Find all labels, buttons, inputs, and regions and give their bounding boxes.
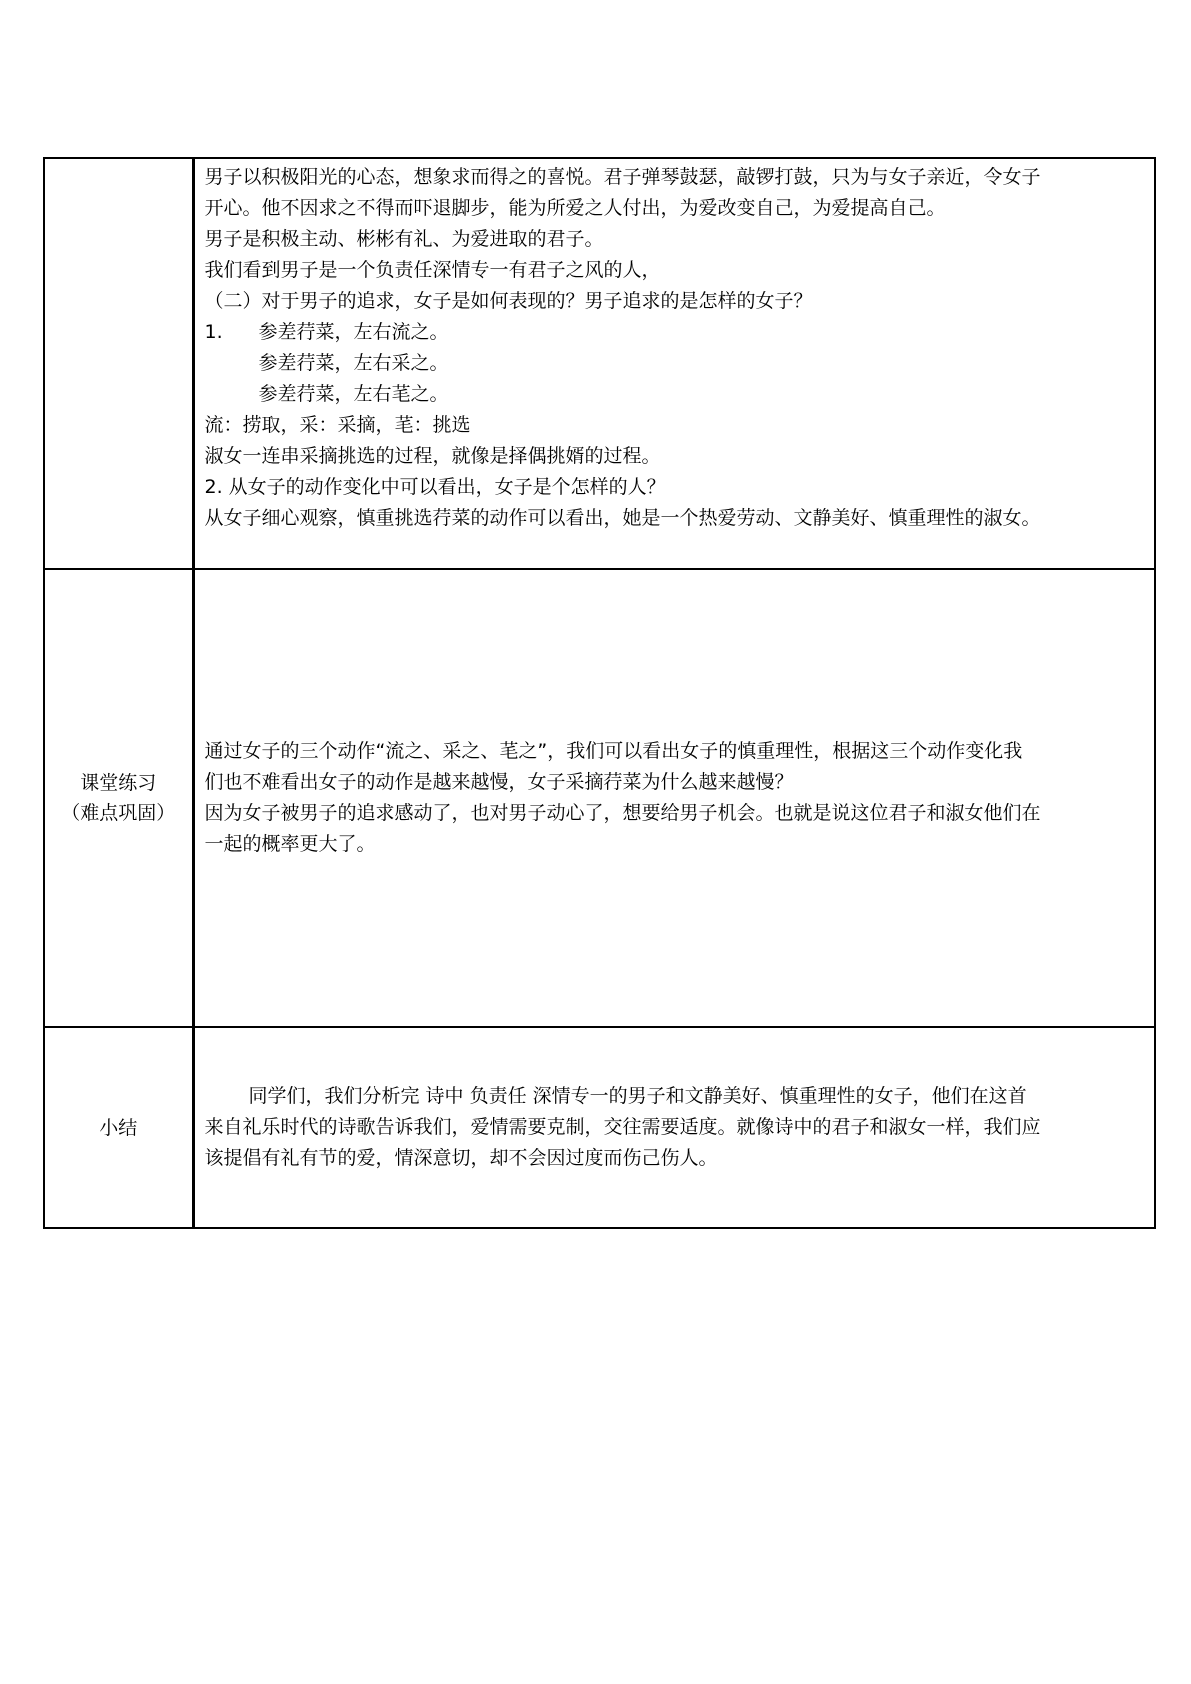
row-label-summary: [44, 1027, 193, 1228]
content-line: 该提倡有礼有节的爱，情深意切，却不会因过度而伤己伤人。: [204, 1147, 718, 1169]
row-content: [193, 569, 1155, 1027]
table-row: [44, 1027, 1155, 1228]
content-line: 开心。他不因求之不得而吓退脚步，能为所爱之人付出，为爱改变自己，为爱提高自己。: [204, 197, 946, 219]
content-line: 通过女子的三个动作“流之、采之、芼之”，我们可以看出女子的慎重理性，根据这三个动作变化我: [204, 740, 1023, 762]
content-line: 们也不难看出女子的动作是越来越慢，女子采摘荇菜为什么越来越慢？: [204, 771, 794, 793]
label-line: （难点巩固）: [61, 802, 176, 824]
lesson-plan-table: [43, 157, 1156, 1229]
section-question: （二）对于男子的追求，女子是如何表现的？男子追求的是怎样的女子？: [204, 290, 813, 312]
content-line: 男子以积极阳光的心态，想象求而得之的喜悦。君子弹琴鼓瑟，敲锣打鼓，只为与女子亲近，令女子: [204, 166, 1041, 188]
verse-text: 参差荇菜，左右流之。: [258, 321, 449, 343]
content-line: 来自礼乐时代的诗歌告诉我们，爱情需要克制，交往需要适度。就像诗中的君子和淑女一样，我们应: [204, 1116, 1041, 1138]
label-line: 小结: [99, 1116, 138, 1139]
content-line: 一起的概率更大了。: [204, 833, 376, 855]
row-content: [193, 1027, 1155, 1228]
verse-line: [205, 317, 1147, 348]
content-line: 男子是积极主动、彬彬有礼、为爱进取的君子。: [204, 228, 604, 250]
row-label-empty: [44, 158, 193, 569]
table-row: [44, 569, 1155, 1027]
row-content: [193, 158, 1155, 569]
content-line: 因为女子被男子的追求感动了，也对男子动心了，想要给男子机会。也就是说这位君子和淑女他们在: [204, 802, 1041, 824]
question-line: 2. 从女子的动作变化中可以看出，女子是个怎样的人？: [204, 476, 666, 498]
label-line: 课堂练习: [80, 772, 157, 794]
list-number: 1.: [204, 321, 223, 343]
glossary-line: 流：捞取，采：采摘，芼：挑选: [204, 414, 471, 436]
row-label-practice: [44, 569, 193, 1027]
content-line: 我们看到男子是一个负责任深情专一有君子之风的人，: [204, 259, 661, 281]
content-line: 从女子细心观察，慎重挑选荇菜的动作可以看出，她是一个热爱劳动、文静美好、慎重理性的淑女。: [204, 507, 1041, 529]
content-line: 淑女一连串采摘挑选的过程，就像是择偶挑婿的过程。: [204, 445, 661, 467]
verse-line: 参差荇菜，左右芼之。: [258, 383, 449, 405]
content-line: 同学们，我们分析完 诗中 负责任 深情专一的男子和文静美好、慎重理性的女子，他们在这首: [248, 1085, 1027, 1107]
table-row: [44, 158, 1155, 569]
verse-line: 参差荇菜，左右采之。: [258, 352, 449, 374]
